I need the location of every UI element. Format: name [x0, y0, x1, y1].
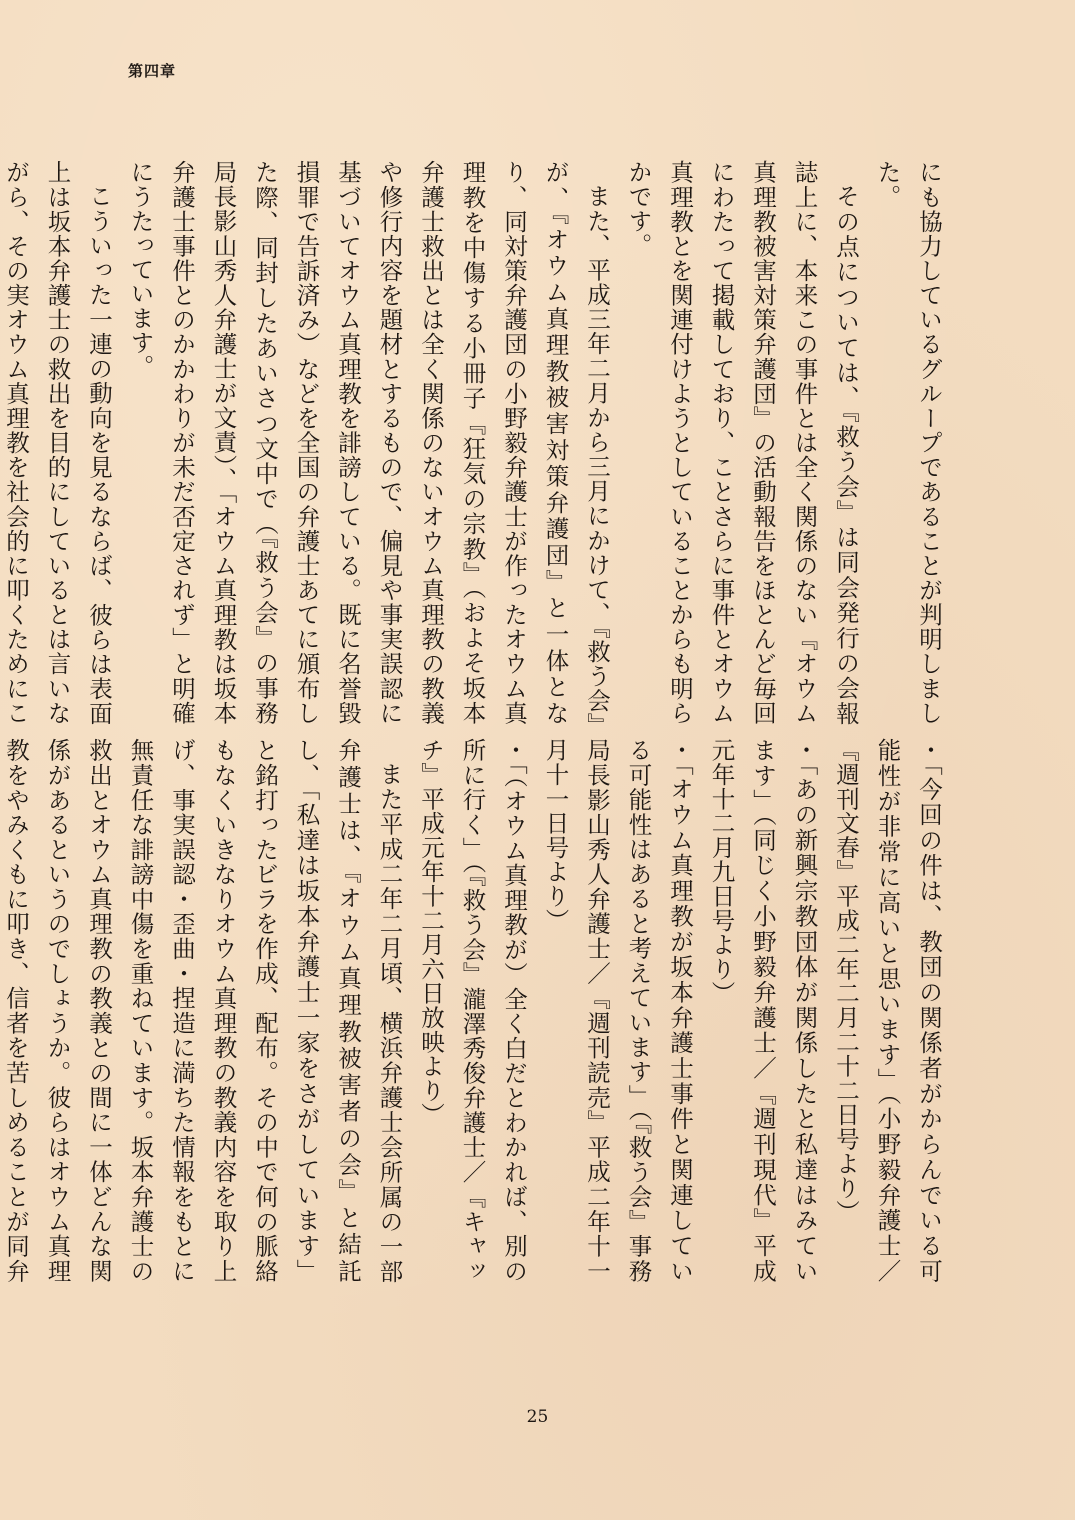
paragraph: また平成二年二月頃、横浜弁護士会所属の一部弁護士は、『オウム真理教被害者の会』と結託し、「私達は坂本弁護士一家をさがしています」と銘打ったビラを作成、配布。その中で何の脈絡もなくいきなりオウム真理教の教義内容を取り上げ、事実誤認・歪曲・捏造に満ちた情報をもとに無責任な誹謗中傷を重ねています。坂本弁護士の救出とオウム真理教の教義との間に一体どんな関係があるというのでしょうか。彼らはオウム真理教をやみくもに叩き、信者を苦しめることが同弁 [2, 738, 404, 1283]
paragraph: その点については、『救う会』は同会発行の会報誌上に、本来この事件とは全く関係のない『オウム真理教被害対策弁護団』の活動報告をほとんど毎回にわたって掲載しており、ことさらに事件とオウム真理教とを関連付けようとしていることからも明らかです。 [624, 160, 860, 725]
lower-text-block [2, 738, 949, 1283]
page-number: 25 [526, 1407, 549, 1427]
chapter-label: 第四章 [128, 62, 177, 80]
paragraph: にも協力しているグループであることが判明しました。 [873, 160, 943, 725]
quote-item: ・「（オウム真理教が）全く白だとわかれば、別の所に行く」（『救う会』瀧澤秀俊弁護士／『キャッチ』平成元年十二月六日放映より） [417, 738, 528, 1283]
upper-text-block [2, 160, 949, 725]
quote-item: ・「オウム真理教が坂本弁護士事件と関連している可能性はあると考えています」（『救う会』事務局長影山秀人弁護士／『週刊読売』平成二年十一月十一日号より） [541, 738, 694, 1283]
paragraph: こういった一連の動向を見るならば、彼らは表面上は坂本弁護士の救出を目的にしているとは言いながら、その実オウム真理教を社会的に叩くためにこ [2, 160, 113, 725]
quote-item: ・「今回の件は、教団の関係者がからんでいる可能性が非常に高いと思います」（小野毅弁護士／『週刊文春』平成二年二月二十二日号より） [832, 738, 943, 1283]
quote-item: ・「あの新興宗教団体が関係したと私達はみています」（同じく小野毅弁護士／『週刊現代』平成元年十二月九日号より） [707, 738, 819, 1283]
paragraph: また、平成三年二月から三月にかけて、『救う会』が、『オウム真理教被害対策弁護団』と一体となり、同対策弁護団の小野毅弁護士が作ったオウム真理教を中傷する小冊子『狂気の宗教』（およそ坂本弁護士救出とは全く関係のないオウム真理教の教義や修行内容を題材とするもので、偏見や事実誤認に基づいてオウム真理教を誹謗している。既に名誉毀損罪で告訴済み）などを全国の弁護士あてに頒布した際、同封したあいさつ文中で（『救う会』の事務局長影山秀人弁護士が文責）、「オウム真理教は坂本弁護士事件とのかかわりが未だ否定されず」と明確にうたっています。 [126, 160, 611, 725]
